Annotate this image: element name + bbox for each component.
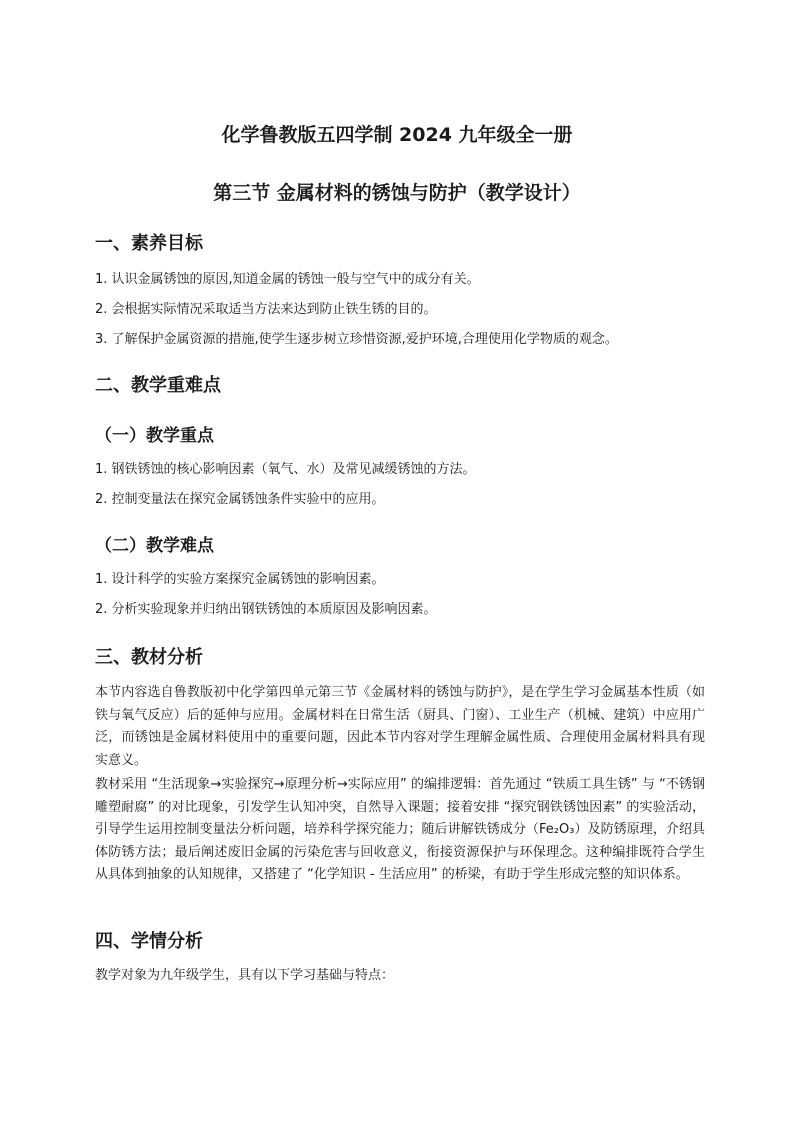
focus-item-1: 1. 钢铁锈蚀的核心影响因素（氧气、水）及常见减缓锈蚀的方法。 [95,462,476,477]
section-heading-textbook-analysis: 三、教材分析 [95,647,203,668]
subsection-heading-focus: （一）教学重点 [95,426,214,446]
document-title: 化学鲁教版五四学制 2024 九年级全一册 [221,124,573,146]
subsection-heading-difficulty: （二）教学难点 [95,536,214,556]
student-analysis-intro: 教学对象为九年级学生，具有以下学习基础与特点： [95,968,395,983]
difficulty-item-1: 1. 设计科学的实验方案探究金属锈蚀的影响因素。 [95,572,385,587]
textbook-analysis-paragraph-2: 教材采用 “生活现象→实验探究→原理分析→实际应用” 的编排逻辑：首先通过 “铁质工具生锈” 与 “不锈钢雕塑耐腐” 的对比现象，引发学生认知冲突，自然导入课题；接着安排 “探究钢铁锈蚀因素” 的实验活动，引导学生运用控制变量法分析问题，培养科学探究能力；随后讲解铁锈成分（Fe₂O₃）及防锈原理，介绍具体防锈方法；最后阐述废旧金属的污染危害与回收意义，衔接资源保护与环保理念。这种编排既符合学生从具体到抽象的认知规律，又搭建了 “化学知识 - 生活应用” 的桥梁，有助于学生形成完整的知识体系。 [95,777,705,882]
focus-item-2: 2. 控制变量法在探究金属锈蚀条件实验中的应用。 [95,492,385,507]
goal-item-2: 2. 会根据实际情况采取适当方法来达到防止铁生锈的目的。 [95,302,437,317]
difficulty-item-2: 2. 分析实验现象并归纳出钢铁锈蚀的本质原因及影响因素。 [95,602,437,617]
section-heading-goals: 一、素养目标 [95,233,203,254]
textbook-analysis-paragraph-1: 本节内容选自鲁教版初中化学第四单元第三节《金属材料的锈蚀与防护》，是在学生学习金属基本性质（如铁与氧气反应）后的延伸与应用。金属材料在日常生活（厨具、门窗）、工业生产（机械、建筑）中应用广泛，而锈蚀是金属材料使用中的重要问题，因此本节内容对学生理解金属性质、合理使用金属材料具有现实意义。 [95,685,705,768]
section-heading-student-analysis: 四、学情分析 [95,931,203,952]
section-heading-key-points: 二、教学重难点 [95,375,221,396]
goal-item-3: 3. 了解保护金属资源的措施,使学生逐步树立珍惜资源,爱护环境,合理使用化学物质的观念。 [95,332,618,347]
lesson-title: 第三节 金属材料的锈蚀与防护（教学设计） [213,182,581,204]
goal-item-1: 1. 认识金属锈蚀的原因,知道金属的锈蚀一般与空气中的成分有关。 [95,272,480,287]
